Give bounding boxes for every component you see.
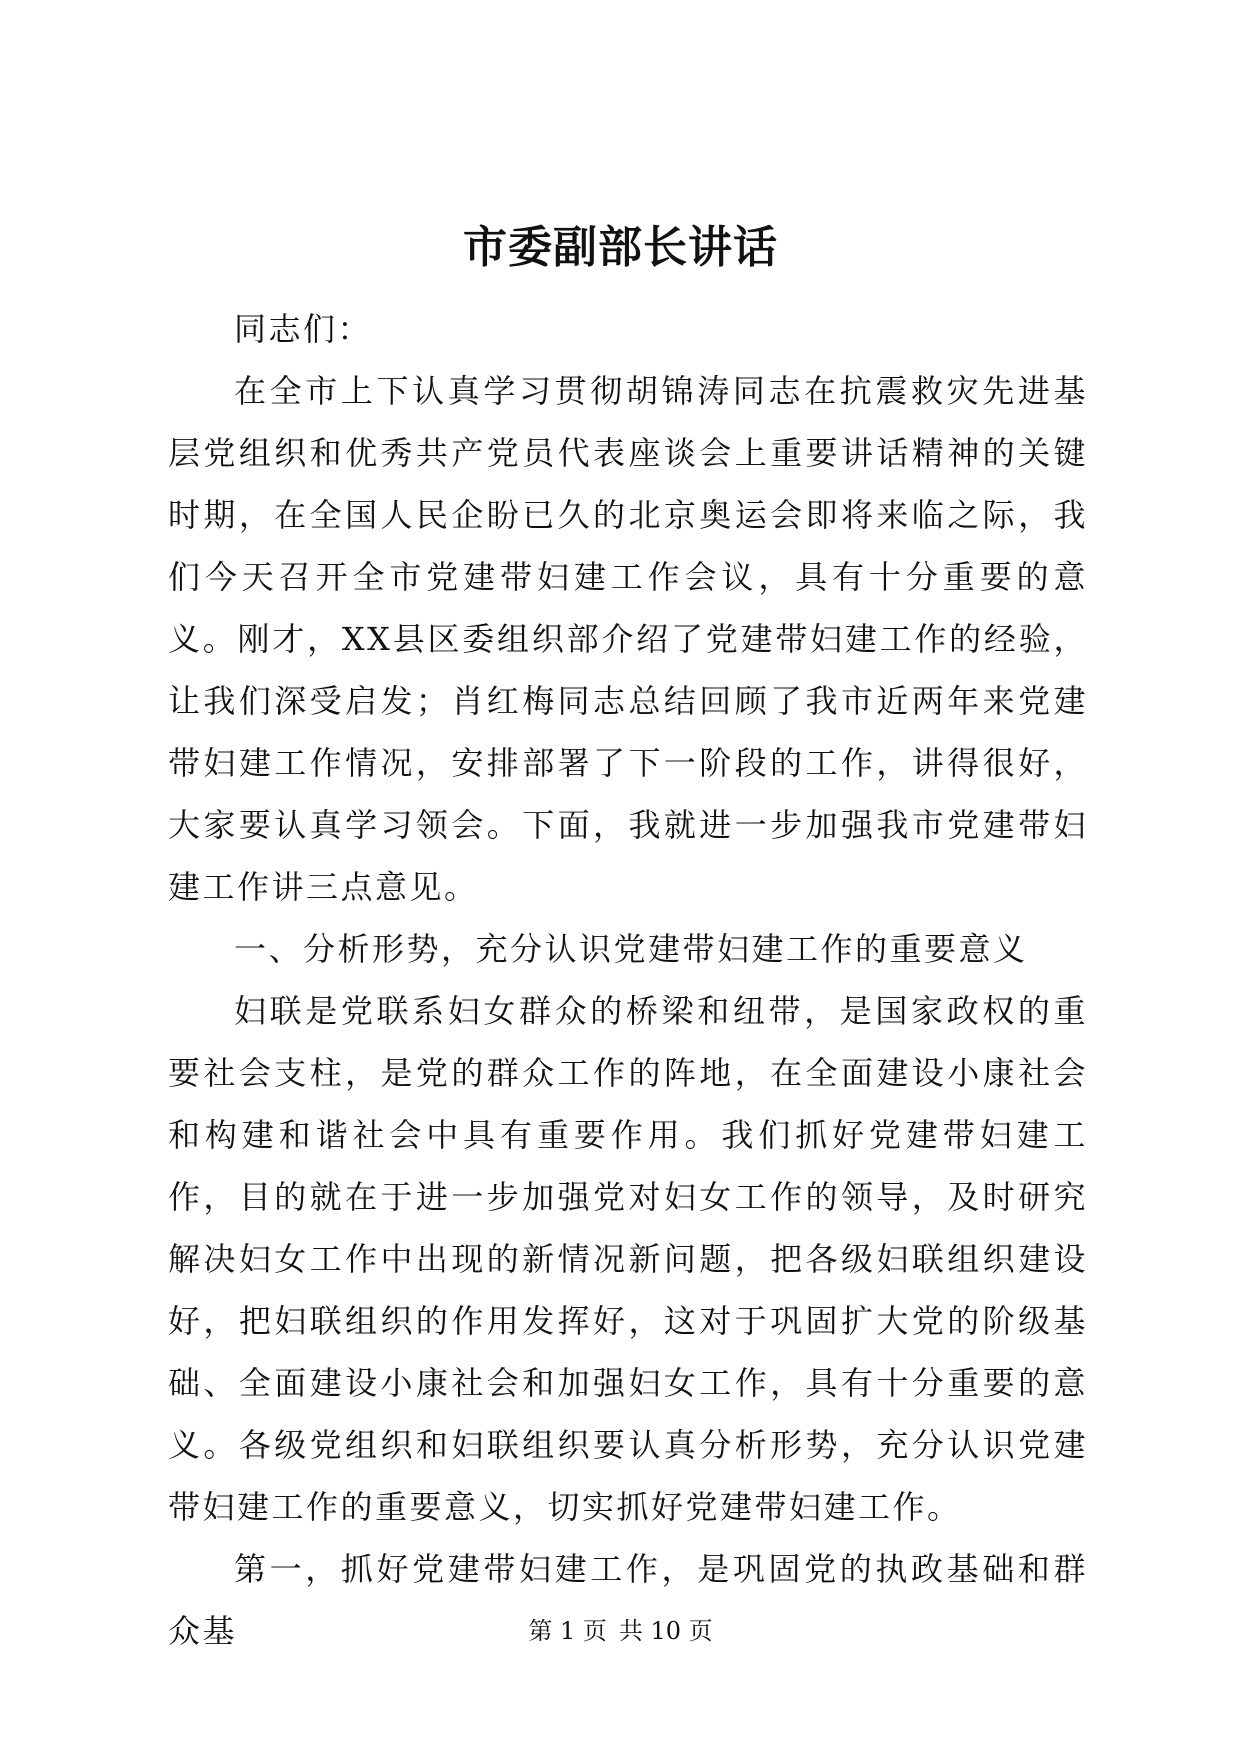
page-number: 第 1 页 — [528, 1617, 607, 1645]
document-title: 市委副部长讲话 — [463, 222, 778, 273]
section-paragraph: 妇联是党联系妇女群众的桥梁和纽带，是国家政权的重要社会支柱，是党的群众工作的阵地，在全面建设小康社会和构建和谐社会中具有重要作用。我们抓好党建带妇建工作，目的就在于进一步加强党对妇女工作的领导，及时研究解决妇女工作中出现的新情况新问题，把各级妇联组织建设好，把妇联组织的作用发挥好，这对于巩固扩大党的阶级基础、全面建设小康社会和加强妇女工作，具有十分重要的意义。各级党组织和妇联组织要认真分析形势，充分认识党建带妇建工作的重要意义，切实抓好党建带妇建工作。 — [168, 992, 1088, 1526]
intro-paragraph: 在全市上下认真学习贯彻胡锦涛同志在抗震救灾先进基层党组织和优秀共产党员代表座谈会上重要讲话精神的关键时期，在全国人民企盼已久的北京奥运会即将来临之际，我们今天召开全市党建带妇建工作会议，具有十分重要的意义。刚才，XX县区委组织部介绍了党建带妇建工作的经验，让我们深受启发；肖红梅同志总结回顾了我市近两年来党建带妇建工作情况，安排部署了下一阶段的工作，讲得很好，大家要认真学习领会。下面，我就进一步加强我市党建带妇建工作讲三点意见。 — [168, 372, 1088, 906]
salutation-paragraph: 同志们： — [234, 310, 373, 348]
page-total: 共 10 页 — [618, 1617, 713, 1645]
page-footer — [0, 1615, 1241, 1647]
section-heading: 一、分析形势，充分认识党建带妇建工作的重要意义 — [234, 930, 1028, 968]
point-paragraph: 第一，抓好党建带妇建工作，是巩固党的执政基础和群众基 — [168, 1550, 1088, 1650]
document-body — [168, 298, 1088, 1662]
